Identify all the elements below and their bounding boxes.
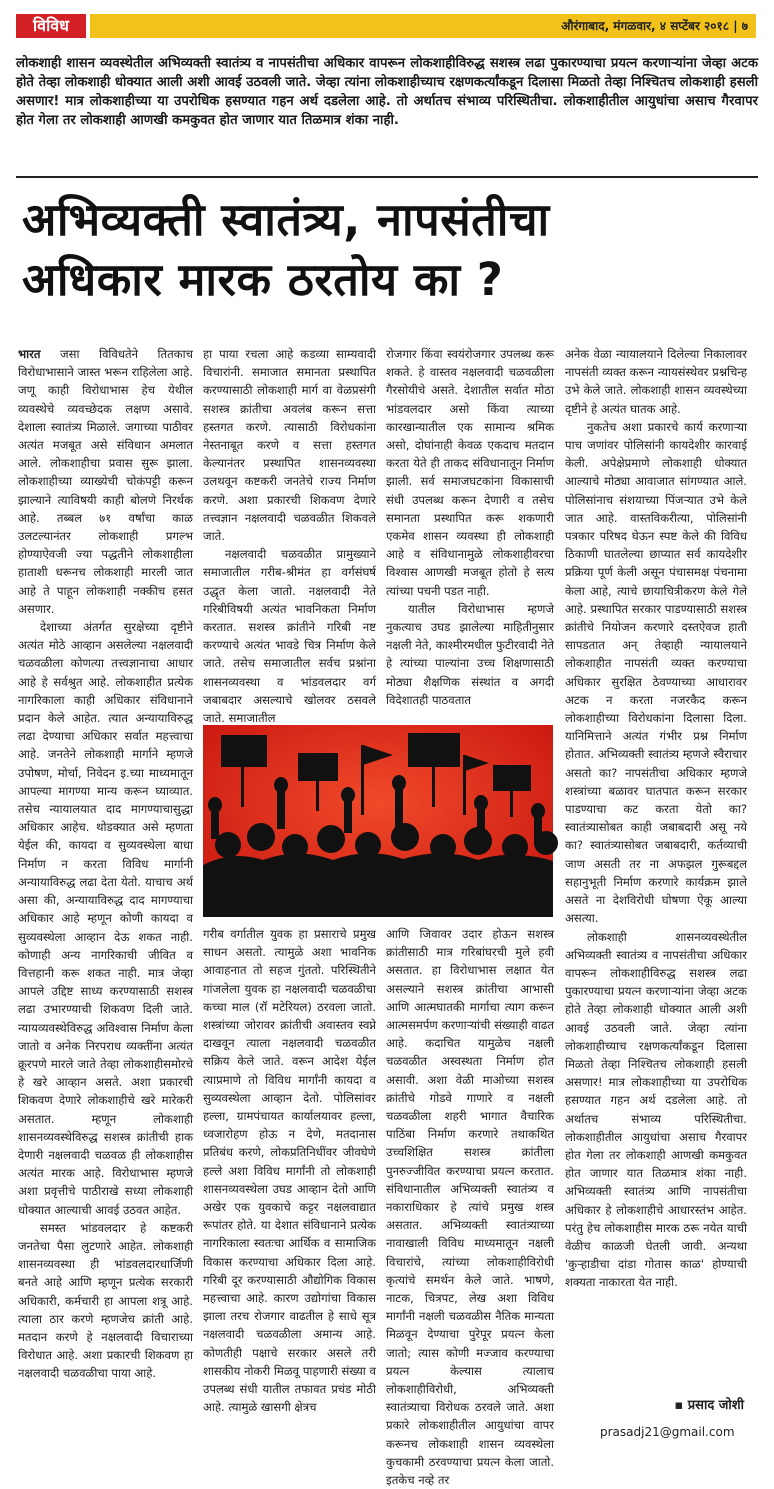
lead-word: भारत bbox=[18, 347, 41, 361]
protest-silhouette-image bbox=[203, 725, 553, 917]
article-column-2-bottom bbox=[203, 925, 376, 1445]
article-column-3-top bbox=[386, 345, 554, 720]
article-column-3-bottom bbox=[386, 925, 554, 1488]
article-column-4 bbox=[565, 345, 747, 1390]
paragraph: हा पाया रचला आहे कडव्या साम्यवादी विचारांनी. समाजात समानता प्रस्थापित करण्यासाठी लोकशाही मार्ग वा वेळप्रसंगी सशस्त्र क्रांतीचा अवलंब करून सत्ता हस्तगत करणे. त्यासाठी विरोधकांना नेस्तनाबूत करणे व सत्ता हस्तगत केल्यानंतर प्रस्थापित शासनव्यवस्था उलथवून कष्टकरी जनतेचे राज्य निर्माण करणे. अशा प्रकारची शिकवण देणारे तत्त्वज्ञान नक्षलवादी चळवळीत शिकवले जाते. bbox=[203, 347, 376, 544]
headline-line-1: अभिव्यक्ती स्वातंत्र्य, नापसंतीचा bbox=[22, 193, 550, 246]
paragraph: समस्त भांडवलदार हे कष्टकरी जनतेचा पैसा लुटणारे आहेत. लोकशाही शासनव्यवस्था ही भांडवलदारधार्जिणी बनते आहे आणि म्हणून प्रत्येक सरकारी अधिकारी, कर्मचारी हा आपला शत्रू आहे. त्याला ठार करणे म्हणजेच क्रांती आहे. मतदान करणे हे नक्षलवादी विचाराच्या विरोधात आहे. अशा प्रकारची शिकवण हा नक्षलवादी चळवळीचा पाया आहे. bbox=[18, 1220, 193, 1381]
paragraph: नक्षलवादी चळवळीत प्रामुख्याने समाजातील गरीब-श्रीमंत हा वर्गसंघर्ष उद्धृत केला जातो. नक्षलवादी नेते गरिबीविषयी अत्यंत भावनिकता निर्माण करतात. सशस्त्र क्रांतीने गरिबी नष्ट करण्याचे अत्यंत भावडे चित्र निर्माण केले जाते. तसेच समाजातील सर्वच प्रश्नांना शासनव्यवस्था व भांडवलदार वर्ग जबाबदार असल्याचे खोलवर ठसवले जाते. समाजातील bbox=[203, 547, 376, 726]
dateline: औरंगाबाद, मंगळवार, ४ सप्टेंबर २०१८ | ७ bbox=[90, 14, 756, 38]
paragraph: देशाच्या अंतर्गत सुरक्षेच्या दृष्टीने अत्यंत मोठे आव्हान असलेल्या नक्षलवादी चळवळीला कोणत्या तत्त्वज्ञानाचा आधार आहे हे सर्वश्रुत आहे. लोकशाहीत प्रत्येक नागरिकाला काही अधिकार संविधानाने प्रदान केले आहेत. त्यात अन्यायाविरुद्ध लढा देण्याचा अधिकार सर्वात महत्त्वाचा आहे. जनतेने लोकशाही मार्गाने म्हणजे उपोषण, मोर्चा, निवेदन इ.च्या माध्यमातून आपल्या मागण्या मान्य करून घ्याव्यात. तसेच न्यायालयात दाद मागण्याचासुद्धा अधिकार आहेच. थोडक्यात असे म्हणता येईल की, कायदा व सुव्यवस्थेला बाधा निर्माण न करता विविध मार्गानी अन्यायाविरुद्ध लढा देता येतो. याचाच अर्थ असा की, अन्यायाविरुद्ध दाद मागण्याचा अधिकार आहे म्हणून कोणी कायदा व सुव्यवस्थेला आव्हान देऊ शकत नाही. कोणाही अन्य नागरिकाची जीवित व वित्तहानी करू शकत नाही. मात्र जेव्हा आपले उद्दिष्ट साध्य करण्यासाठी सशस्त्र लढा उभारण्याची शिकवण दिली जाते. न्यायव्यवस्थेविरुद्ध अविश्वास निर्माण केला जातो व अनेक निरपराध व्यक्तींना अत्यंत क्रूरपणे मारले जाते तेव्हा लोकशाहीसमोरचे हे खरे आव्हान असते. अशा प्रकारची शिकवण देणारे लोकशाहीचे खरे मारेकरी असतात. म्हणून लोकशाही शासनव्यवस्थेविरुद्ध सशस्त्र क्रांतीची हाक देणारी नक्षलवादी चळवळ ही लोकशाहीस अत्यंत मारक आहे. विरोधाभास म्हणजे अशा प्रवृत्तीचे पाठीराखे सध्या लोकशाही धोक्यात आल्याची आवई उठवत आहेत. bbox=[18, 620, 193, 1217]
paragraph: लोकशाही शासनव्यवस्थेतील अभिव्यक्ती स्वातंत्र्य व नापसंतीचा अधिकार वापरून लोकशाहीविरुद्ध सशस्त्र लढा पुकारण्याचा प्रयत्न करणाऱ्यांना जेव्हा अटक होते तेव्हा लोकशाही धोक्यात आली अशी आवई उठवली जाते. जेव्हा त्यांना लोकशाहीच्याच रक्षणकर्त्यांकडून दिलासा मिळतो तेव्हा निश्चितच लोकशाही हसली असणार! मात्र लोकशाहीच्या या उपरोधिक हसण्यात गहन अर्थ दडलेला आहे. तो अर्थातच संभाव्य परिस्थितीचा. लोकशाहीतील आयुधांचा असाच गैरवापर होत गेला तर लोकशाही आणखी कमकुवत होत जाणार यात तिळमात्र शंका नाही. अभिव्यक्ती स्वातंत्र्य आणि नापसंतीचा अधिकार हे लोकशाहीचे आधारस्तंभ आहेत. परंतु हेच लोकशाहीस मारक ठरू नयेत याची वेळीच काळजी घेतली जावी. अन्यथा 'कुऱ्हाडीचा दांडा गोतास काळ' होण्याची शक्यता नाकारता येत नाही. bbox=[565, 929, 747, 1290]
paragraph: रोजगार किंवा स्वयंरोजगार उपलब्ध करू शकते. हे वास्तव नक्षलवादी चळवळीला गैरसोयीचे असते. देशातील सर्वात मोठा भांडवलदार असो किंवा त्याच्या कारखान्यातील एक सामान्य श्रमिक असो, दोघांनाही केवळ एकदाच मतदान करता येते ही ताकद संविधानातून निर्माण झाली. सर्व समाजघटकांना विकासाची संधी उपलब्ध करून देणारी व तसेच समानता प्रस्थापित करू शकणारी एकमेव शासन व्यवस्था ही लोकशाही आहे व संविधानामुळे लोकशाहीवरचा विश्वास आणखी मजबूत होतो हे सत्य त्यांच्या पचनी पडत नाही. bbox=[386, 347, 554, 598]
paragraph bbox=[18, 345, 193, 618]
intro-standfirst: लोकशाही शासन व्यवस्थेतील अभिव्यक्ती स्वातंत्र्य व नापसंतीचा अधिकार वापरून लोकशाहीविरुद्ध सशस्त्र लढा पुकारण्याचा प्रयत्न करणाऱ्यांना जेव्हा अटक होते तेव्हा लोकशाही धोक्यात आली अशी आवई उठवली जाते. जेव्हा त्यांना लोकशाहीच्याच रक्षणकर्त्यांकडून दिलासा मिळतो तेव्हा निश्चितच लोकशाही हसली असणार! मात्र लोकशाहीच्या या उपरोधिक हसण्यात गहन अर्थ दडलेला आहे. तो अर्थातच संभाव्य परिस्थितीचा. लोकशाहीतील आयुधांचा असाच गैरवापर होत गेला तर लोकशाही आणखी कमकुवत होत जाणार यात तिळमात्र शंका नाही. bbox=[16, 56, 758, 128]
paragraph: आणि जिवावर उदार होऊन सशस्त्र क्रांतीसाठी मात्र गरिबांघरची मुले हवी असतात. हा विरोधाभास लक्षात येत असल्याने सशस्त्र क्रांतीचा आभासी आणि आत्मघातकी मार्गाचा त्याग करून आत्मसमर्पण करणाऱ्यांची संख्याही वाढत आहे. कदाचित यामुळेच नक्षली चळवळीत अस्वस्थता निर्माण होत असावी. अशा वेळी माओच्या सशस्त्र क्रांतीचे गोडवे गाणारे व नक्षली चळवळीला शहरी भागात वैचारिक पाठिंबा निर्माण करणारे तथाकथित उच्चशिक्षित सशस्त्र क्रांतीला पुनरुज्जीवित करण्याचा प्रयत्न करतात. संविधानातील अभिव्यक्ती स्वातंत्र्य व नकाराधिकार हे त्यांचे प्रमुख शस्त्र असतात. अभिव्यक्ती स्वातंत्र्याच्या नावाखाली विविध माध्यमातून नक्षली विचारांचे, त्यांच्या लोकशाहीविरोधी कृत्यांचे समर्थन केले जाते. भाषणे, नाटक, चित्रपट, लेख अशा विविध मार्गांनी नक्षली चळवळीस नैतिक मान्यता मिळवून देण्याचा पुरेपूर प्रयत्न केला जातो; त्यास कोणी मज्जाव करण्याचा प्रयत्न केल्यास त्यालाच लोकशाहीविरोधी, अभिव्यक्ती स्वातंत्र्याचा विरोधक ठरवले जाते. अशा प्रकारे लोकशाहीतील आयुधांचा वापर करूनच लोकशाही शासन व्यवस्थेला कुचकामी ठरवण्याचा प्रयत्न केला जातो. इतकेच नव्हे तर bbox=[386, 927, 554, 1488]
headline bbox=[22, 190, 757, 310]
paragraph: गरीब वर्गातील युवक हा प्रसाराचे प्रमुख साधन असतो. त्यामुळे अशा भावनिक आवाहनात तो सहज गुंततो. परिस्थितीने गांजलेला युवक हा नक्षलवादी चळवळीचा कच्चा माल (रॉ मटेरियल) ठरवला जातो. शस्त्रांच्या जोरावर क्रांतीची अवास्तव स्वप्ने दाखवून त्याला नक्षलवादी चळवळीत सक्रिय केले जाते. वरून आदेश येईल त्याप्रमाणे तो विविध मार्गांनी कायदा व सुव्यवस्थेला आव्हान देतो. पोलिसांवर हल्ला, ग्रामपंचायत कार्यालयावर हल्ला, ध्वजारोहण होऊ न देणे, मतदानास प्रतिबंध करणे, लोकप्रतिनिधींवर जीवघेणे हल्ले अशा विविध मार्गांनी तो लोकशाही शासनव्यवस्थेला उघड आव्हान देतो आणि अखेर एक युवकाचे कट्टर नक्षलवाद्यात रूपांतर होते. या देशात संविधानाने प्रत्येक नागरिकाला स्वतःचा आर्थिक व सामाजिक विकास करण्याचा अधिकार दिला आहे. गरिबी दूर करण्यासाठी औद्योगिक विकास महत्त्वाचा आहे. कारण उद्योगांचा विकास झाला तरच रोजगार वाढतील हे साधे सूत्र नक्षलवादी चळवळीला अमान्य आहे. कोणतीही पक्षाचे सरकार असले तरी शासकीय नोकरी मिळवू पाहणारी संख्या व उपलब्ध संधी यातील तफावत प्रचंड मोठी आहे. त्यामुळे खासगी क्षेत्रच bbox=[203, 927, 376, 1415]
page-header bbox=[0, 0, 774, 44]
author-byline: ▪ प्रसाद जोशी bbox=[674, 1398, 744, 1413]
divider bbox=[16, 176, 758, 178]
headline-line-2: अधिकार मारक ठरतोय का ? bbox=[22, 253, 504, 306]
article-column-2-top bbox=[203, 345, 376, 726]
paragraph: अनेक वेळा न्यायालयाने दिलेल्या निकालावर नापसंती व्यक्त करून न्यायसंस्थेवर प्रश्नचिन्ह उभे केले जाते. लोकशाही शासन व्यवस्थेच्या दृष्टीने हे अत्यंत घातक आहे. bbox=[565, 347, 747, 416]
author-email: prasadj21@gmail.com bbox=[600, 1425, 735, 1439]
paragraph: नुकतेच अशा प्रकारचे कार्य करणाऱ्या पाच जणांवर पोलिसांनी कायदेशीर कारवाई केली. अपेक्षेप्रमाणे लोकशाही धोक्यात आल्याचे मोठ्या आवाजात सांगण्यात आले. पोलिसांनाच संशयाच्या पिंजऱ्यात उभे केले जात आहे. वास्तविकरीत्या, पोलिसांनी पत्रकार परिषद घेऊन स्पष्ट केले की विविध ठिकाणी घातलेल्या छाप्यात सर्व कायदेशीर प्रक्रिया पूर्ण केली असून पंचासमक्ष पंचनामा केला आहे, त्याचे छायाचित्रीकरण केले गेले आहे. प्रस्थापित सरकार पाडण्यासाठी सशस्त्र क्रांतीचे नियोजन करणारे दस्तऐवज हाती सापडतात अन् तेव्हाही न्यायालयाने लोकशाहीत नापसंती व्यक्त करण्याचा अधिकार सुरक्षित ठेवण्याच्या आधारावर अटक न करता नजरकैद करून लोकशाहीच्या विरोधकांना दिलासा दिला. यानिमित्ताने अत्यंत गंभीर प्रश्न निर्माण होतात. अभिव्यक्ती स्वातंत्र्य म्हणजे स्वैराचार असतो का? नापसंतीचा अधिकार म्हणजे शस्त्रांच्या बळावर घातपात करून सरकार पाडण्याचा कट करता येतो का? स्वातंत्र्यासोबत काही जबाबदारी असू नये का? स्वातंत्र्यासोबत जबाबदारी, कर्तव्याची जाण असती तर ना अफझल गुरूबद्दल सहानुभूती निर्माण करणारे कार्यक्रम झाले असते ना देशविरोधी घोषणा ऐकू आल्या असत्या. bbox=[565, 419, 747, 926]
paragraph-text: जसा विविधतेने तितकाच विरोधाभासाने जास्त भरून राहिलेला आहे. जणू काही विरोधाभास हेच येथील व्यवस्थेचे व्यवच्छेदक लक्षण असावे. देशाला स्वातंत्र्य मिळाले. जगाच्या पाठीवर अत्यंत मजबूत असे संविधान अमलात आले. लोकशाहीचा प्रवास सुरू झाला. लोकशाहीच्या व्याख्येची चोकंपट्टी करून झाल्याने त्याविषयी काही बोलणे निरर्थक आहे. तब्बल ७१ वर्षांचा काळ उलटल्यानंतर लोकशाही प्रगल्भ होण्याऐवजी ज्या पद्धतीने लोकशाहीला हाताशी धरूनच लोकशाही मारली जात आहे ते पाहून लोकशाही नक्कीच हसत असणार. bbox=[18, 347, 193, 616]
section-label: विविध bbox=[16, 14, 86, 38]
protest-illustration bbox=[203, 725, 553, 917]
article-column-1 bbox=[18, 345, 193, 1445]
paragraph: यातील विरोधाभास म्हणजे नुकत्याच उघड झालेल्या माहितीनुसार नक्षली नेते, काश्मीरमधील फुटीरवादी नेते हे त्यांच्या पाल्यांना उच्च शिक्षणासाठी मोठ्या शैक्षणिक संस्थांत व अगदी विदेशातही पाठवतात bbox=[386, 601, 554, 707]
